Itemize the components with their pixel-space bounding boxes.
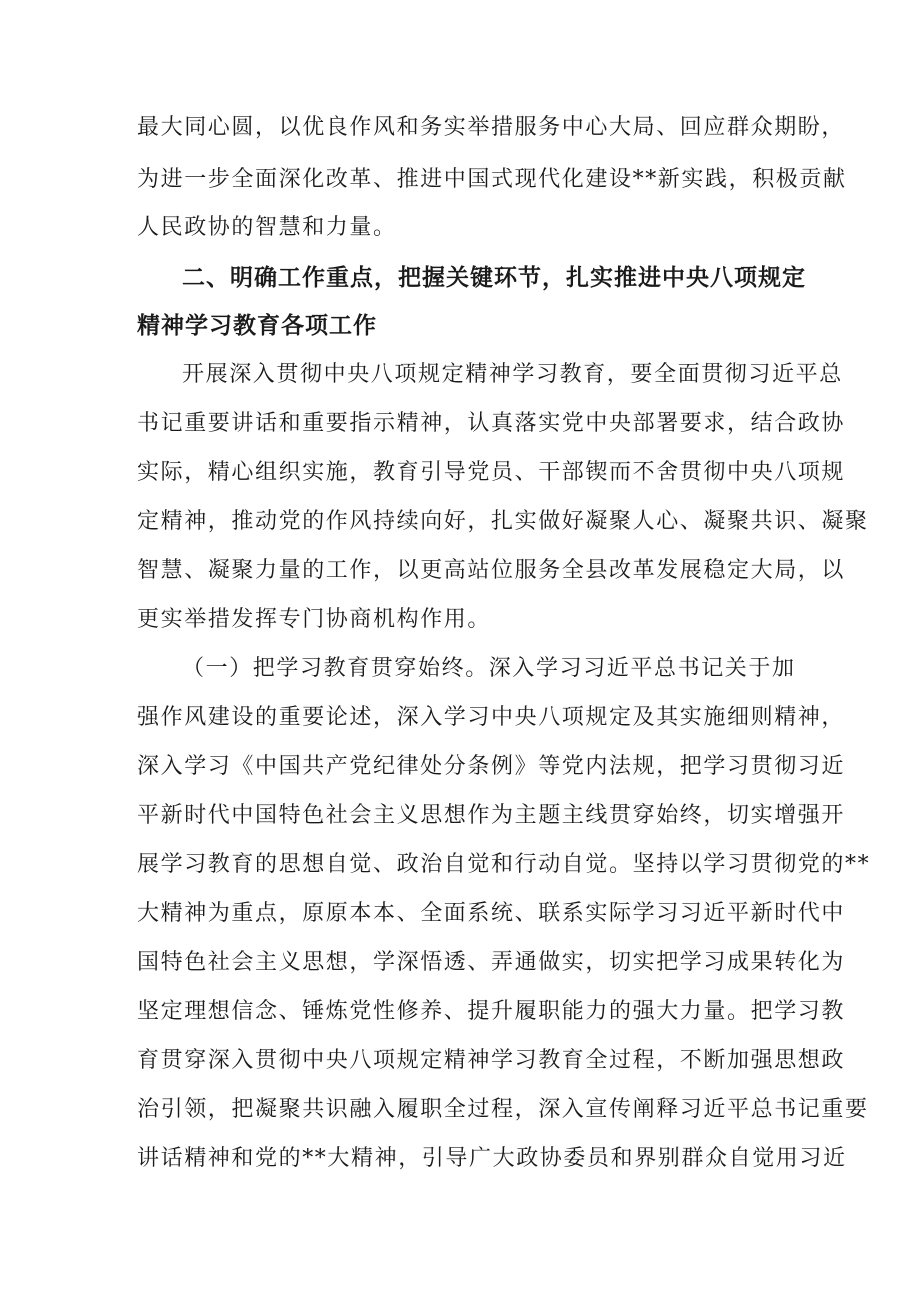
body-line: 平新时代中国特色社会主义思想作为主题主线贯穿始终，切实增强开 [137, 803, 846, 828]
body-line: 为进一步全面深化改革、推进中国式现代化建设**新实践，积极贡献 [137, 167, 847, 192]
body-line: 定精神，推动党的作风持续向好，扎实做好凝聚人心、凝聚共识、凝聚 [137, 509, 869, 534]
body-line: 深入学习《中国共产党纪律处分条例》等党内法规，把学习贯彻习近 [137, 754, 846, 779]
body-line: 治引领，把凝聚共识融入履职全过程，深入宣传阐释习近平总书记重要 [137, 1097, 869, 1122]
body-line: 大精神为重点，原原本本、全面系统、联系实际学习习近平新时代中 [137, 901, 846, 926]
body-line: 育贯穿深入贯彻中央八项规定精神学习教育全过程，不断加强思想政 [137, 1048, 846, 1073]
body-line: 人民政协的智慧和力量。 [137, 215, 397, 240]
body-line: 书记重要讲话和重要指示精神，认真落实党中央部署要求，结合政协 [137, 411, 846, 436]
body-line: 强作风建设的重要论述，深入学习中央八项规定及其实施细则精神， [137, 705, 846, 730]
body-line: 讲话精神和党的**大精神，引导广大政协委员和界别群众自觉用习近 [137, 1146, 847, 1171]
body-line: 更实举措发挥专门协商机构作用。 [137, 607, 492, 632]
section-heading-line: 二、明确工作重点，把握关键环节，扎实推进中央八项规定 [182, 265, 806, 291]
subsection-line: （一）把学习教育贯穿始终。深入学习习近平总书记关于加 [182, 656, 796, 681]
body-line: 智慧、凝聚力量的工作，以更高站位服务全县改革发展稳定大局，以 [137, 558, 846, 583]
body-line: 展学习教育的思想自觉、政治自觉和行动自觉。坚持以学习贯彻党的** [137, 852, 871, 877]
body-line: 国特色社会主义思想，学深悟透、弄通做实，切实把学习成果转化为 [137, 950, 846, 975]
body-line: 最大同心圆，以优良作风和务实举措服务中心大局、回应群众期盼， [137, 115, 846, 140]
section-heading-line: 精神学习教育各项工作 [137, 313, 377, 339]
body-line: 实际，精心组织实施，教育引导党员、干部锲而不舍贯彻中央八项规 [137, 460, 846, 485]
body-line: 开展深入贯彻中央八项规定精神学习教育，要全面贯彻习近平总 [182, 362, 843, 387]
body-line: 坚定理想信念、锤炼党性修养、提升履职能力的强大力量。把学习教 [137, 999, 846, 1024]
